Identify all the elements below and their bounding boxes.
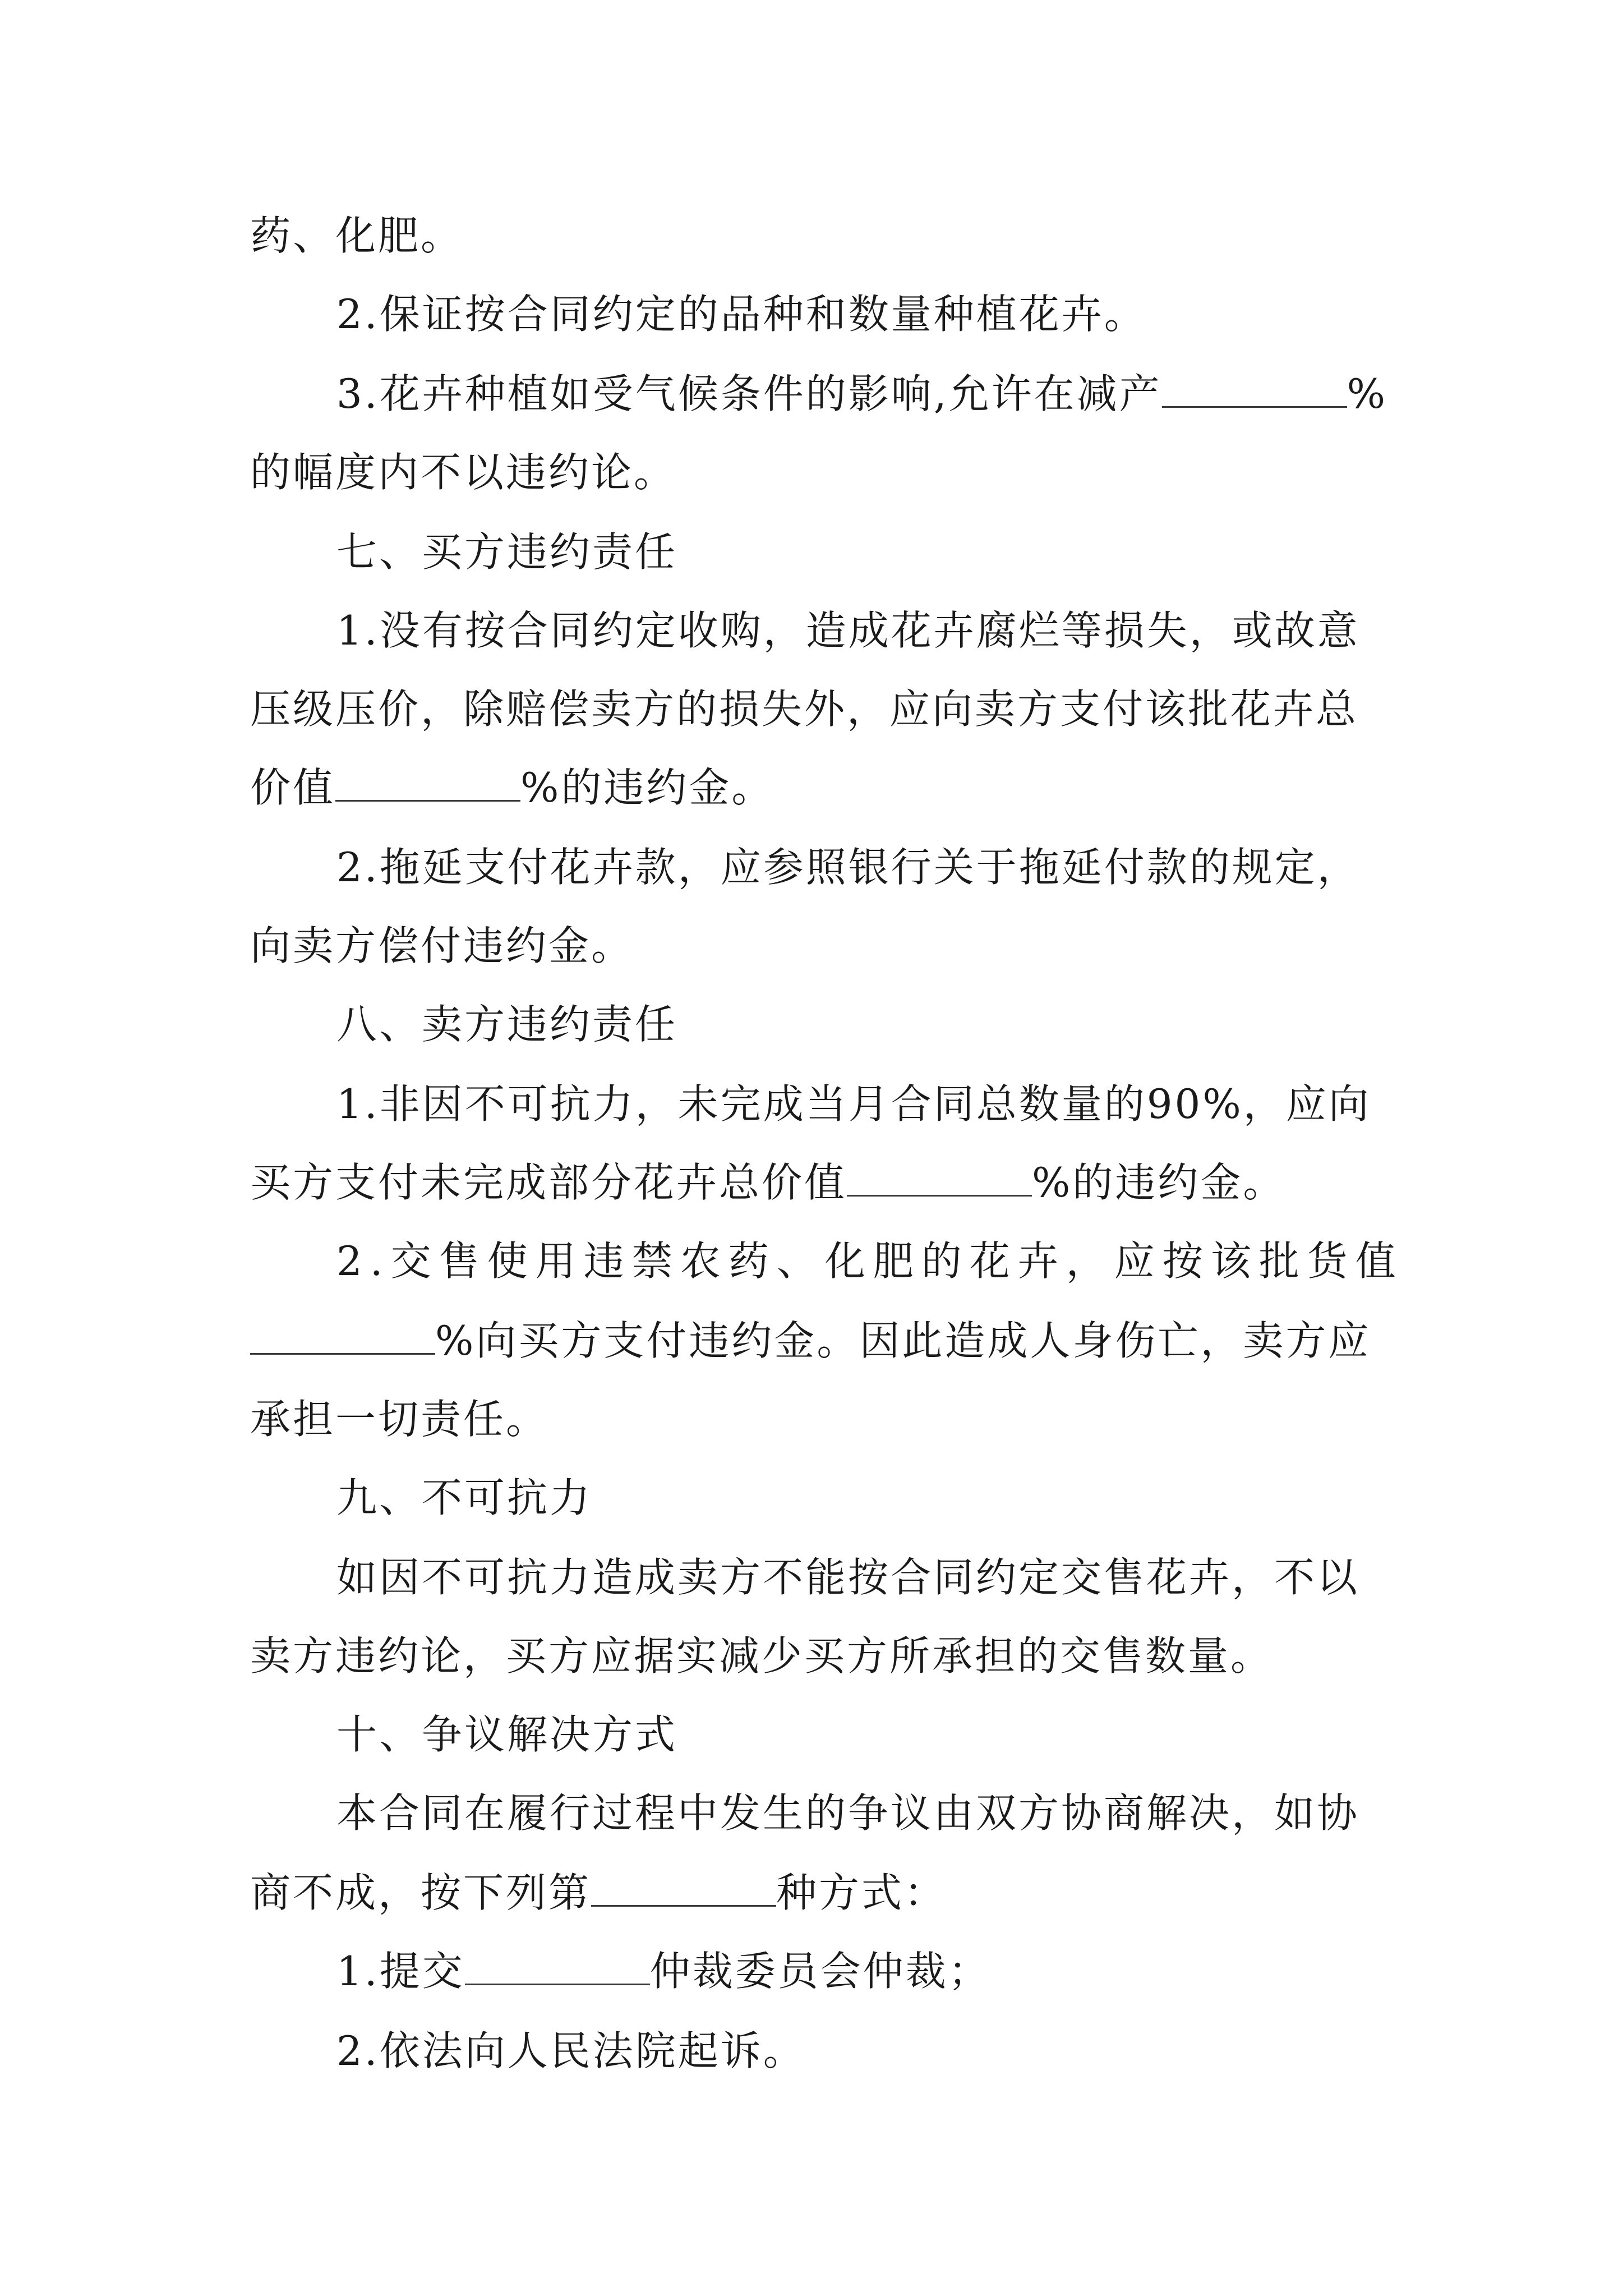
clause-text: 仲裁委员会仲裁；	[649, 1948, 991, 1995]
text-line	[250, 760, 1422, 816]
fill-blank	[1162, 368, 1347, 408]
text-line: 的幅度内不以违约论。	[250, 449, 677, 496]
clause-text: 商不成，按下列第	[250, 1869, 592, 1916]
clause-7-1: 1.没有按合同约定收购，造成花卉腐烂等损失，或故意	[336, 607, 1360, 654]
clause-text: %	[1347, 370, 1388, 417]
fill-blank	[250, 1315, 435, 1355]
text-line: 药、化肥。	[250, 212, 464, 259]
clause-8-1: 1.非因不可抗力，未完成当月合同总数量的90%，应向	[336, 1080, 1371, 1128]
text-line	[250, 1313, 1422, 1369]
fill-blank	[335, 762, 520, 802]
section-heading-8: 八、卖方违约责任	[336, 1001, 678, 1048]
clause-10-1	[336, 1943, 1509, 1999]
clause-10-2: 2.依法向人民法院起诉。	[336, 2027, 806, 2074]
text-line	[250, 1154, 1422, 1211]
clause-6-3	[336, 366, 1509, 422]
clause-text: 种方式：	[776, 1869, 947, 1916]
clause-8-2: 2.交售使用违禁农药、化肥的花卉，应按该批货值	[336, 1237, 1404, 1285]
clause-10: 本合同在履行过程中发生的争议由双方协商解决，如协	[336, 1789, 1360, 1837]
clause-7-2: 2.拖延支付花卉款，应参照银行关于拖延付款的规定，	[336, 844, 1360, 891]
fill-blank	[591, 1867, 776, 1907]
clause-text: %的违约金。	[520, 764, 774, 811]
section-heading-9: 九、不可抗力	[336, 1474, 593, 1521]
text-line	[250, 1865, 1422, 1921]
text-line: 压级压价，除赔偿卖方的损失外，应向卖方支付该批花卉总	[250, 685, 1359, 733]
clause-text: 1.提交	[336, 1948, 465, 1995]
section-heading-10: 十、争议解决方式	[336, 1711, 678, 1758]
clause-text: %向买方支付违约金。因此造成人身伤亡，卖方应	[435, 1317, 1371, 1364]
text-line: 向卖方偿付违约金。	[250, 922, 634, 969]
section-heading-7: 七、买方违约责任	[336, 528, 678, 576]
clause-text: 买方支付未完成部分花卉总价值	[250, 1159, 847, 1206]
fill-blank	[465, 1945, 650, 1985]
clause-text: 价值	[250, 764, 336, 811]
clause-9: 如因不可抗力造成卖方不能按合同约定交售花卉，不以	[336, 1554, 1360, 1601]
clause-text: 3.花卉种植如受气候条件的影响,允许在减产	[336, 370, 1162, 417]
clause-6-2: 2.保证按合同约定的品种和数量种植花卉。	[336, 291, 1147, 338]
text-line: 卖方违约论，买方应据实减少买方所承担的交售数量。	[250, 1632, 1274, 1680]
text-line: 承担一切责任。	[250, 1396, 549, 1443]
clause-text: %的违约金。	[1032, 1159, 1286, 1206]
fill-blank	[847, 1157, 1032, 1197]
